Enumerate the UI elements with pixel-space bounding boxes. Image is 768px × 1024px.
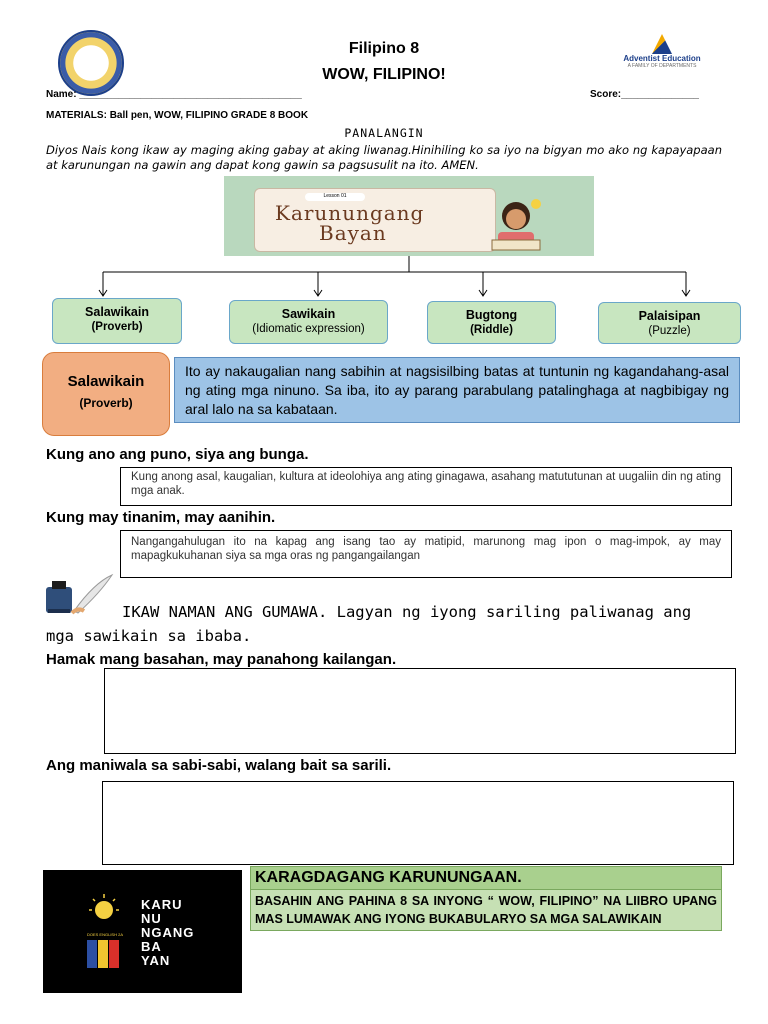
logo-line: BA xyxy=(141,939,162,954)
prayer-title: PANALANGIN xyxy=(344,126,424,140)
category-name: Salawikain xyxy=(85,305,149,319)
banner-title-line2: Bayan xyxy=(319,221,387,245)
example-proverb-2: Kung may tinanim, may aanihin. xyxy=(46,509,276,526)
name-field[interactable]: Name: ________________________________________ xyxy=(46,89,302,100)
girl-reading-illustration xyxy=(486,194,546,252)
logo-line: KARU xyxy=(141,897,183,912)
definition-term: Salawikain xyxy=(67,373,145,390)
exercise-proverb-1: Hamak mang basahan, may panahong kailangan. xyxy=(46,651,397,668)
karunungang-bayan-banner xyxy=(224,176,594,256)
exercise-proverb-2: Ang maniwala sa sabi-sabi, walang bait sa sarili. xyxy=(46,757,392,774)
prayer-text: Diyos Nais kong ikaw ay maging aking gabay at aking liwanag.Hinihiling ko sa iyo na bigyan mo ako ng kapayapaan at karunungan na gawin ang dapat kong gawin sa pagsusulit na ito. AMEN. xyxy=(46,143,722,172)
category-name: Bugtong xyxy=(465,308,518,322)
category-sawikain xyxy=(229,300,388,344)
category-sub: (Idiomatic expression) xyxy=(252,323,365,335)
extra-heading: KARAGDAGANG KARUNUNGAAN. xyxy=(250,866,722,890)
definition-term-sub: (Proverb) xyxy=(79,396,133,410)
logo-line: YAN xyxy=(141,953,171,968)
materials-line: MATERIALS: Ball pen, WOW, FILIPINO GRADE 8 BOOK xyxy=(46,110,309,121)
karunungang-bayan-logo xyxy=(43,870,242,993)
category-name: Palaisipan xyxy=(638,309,701,323)
category-salawikain xyxy=(52,298,182,344)
banner-title xyxy=(275,203,424,243)
banner-title-line1: Karunungang xyxy=(275,201,425,225)
category-sub: (Riddle) xyxy=(470,324,513,336)
page-title: Filipino 8 xyxy=(348,40,420,57)
logo-text: Adventist Education xyxy=(623,54,701,63)
answer-box-1[interactable] xyxy=(104,668,736,754)
category-bugtong xyxy=(427,301,556,344)
score-field[interactable]: Score:______________ xyxy=(590,89,699,100)
category-sub: (Puzzle) xyxy=(648,325,691,337)
example-proverb-1: Kung ano ang puno, siya ang bunga. xyxy=(46,446,309,463)
example-explanation-2: Nangangahulugan ito na kapag ang isang tao ay matipid, marunong mag ipon o mag-impok, ay may mapagkukuhanan siya sa mga oras ng pangangailangan xyxy=(120,530,732,578)
logo-subtext: A FAMILY OF DEPARTMENTS xyxy=(627,63,697,69)
page-subtitle: WOW, FILIPINO! xyxy=(322,66,446,83)
category-palaisipan xyxy=(598,302,741,344)
lesson-tab: Lesson 01 xyxy=(305,193,365,201)
category-name: Sawikain xyxy=(281,307,336,321)
logo-line: NU xyxy=(141,911,162,926)
extra-knowledge-box xyxy=(250,866,722,924)
banner-card xyxy=(254,188,496,252)
logo-line: NGANG xyxy=(141,925,195,940)
definition-term-box xyxy=(42,352,170,436)
task-text: . Lagyan ng iyong sariling paliwanag ang mga sawikain sa ibaba. xyxy=(46,603,692,645)
extra-text: BASAHIN ANG PAHINA 8 SA INYONG “ WOW, FILIPINO” NA LIIBRO UPANG MAS LUMAWAK ANG IYONG BUKABULARYO SA MGA SALAWIKAIN xyxy=(250,890,722,931)
tree-connectors xyxy=(0,256,768,302)
logo-small-text: DOES ENGLISH 2A xyxy=(86,932,123,937)
category-sub: (Proverb) xyxy=(91,321,143,333)
logo-wordmark xyxy=(141,898,194,968)
answer-box-2[interactable] xyxy=(102,781,734,865)
task-instruction xyxy=(46,600,722,648)
definition-text: Ito ay nakaugalian nang sabihin at nagsisilbing batas at tuntunin ng kagandahang-asal ng ating mga ninuno. Sa iba, ito ay parang parabulang patalinghaga at nagbibigay ng aral lalo na sa kabataan. xyxy=(174,357,740,423)
example-explanation-1: Kung anong asal, kaugalian, kultura at ideolohiya ang ating ginagawa, asahang matututunan at uugaliin din ng ating mga anak. xyxy=(120,467,732,506)
task-lead: IKAW NAMAN ANG GUMAWA xyxy=(122,603,318,621)
